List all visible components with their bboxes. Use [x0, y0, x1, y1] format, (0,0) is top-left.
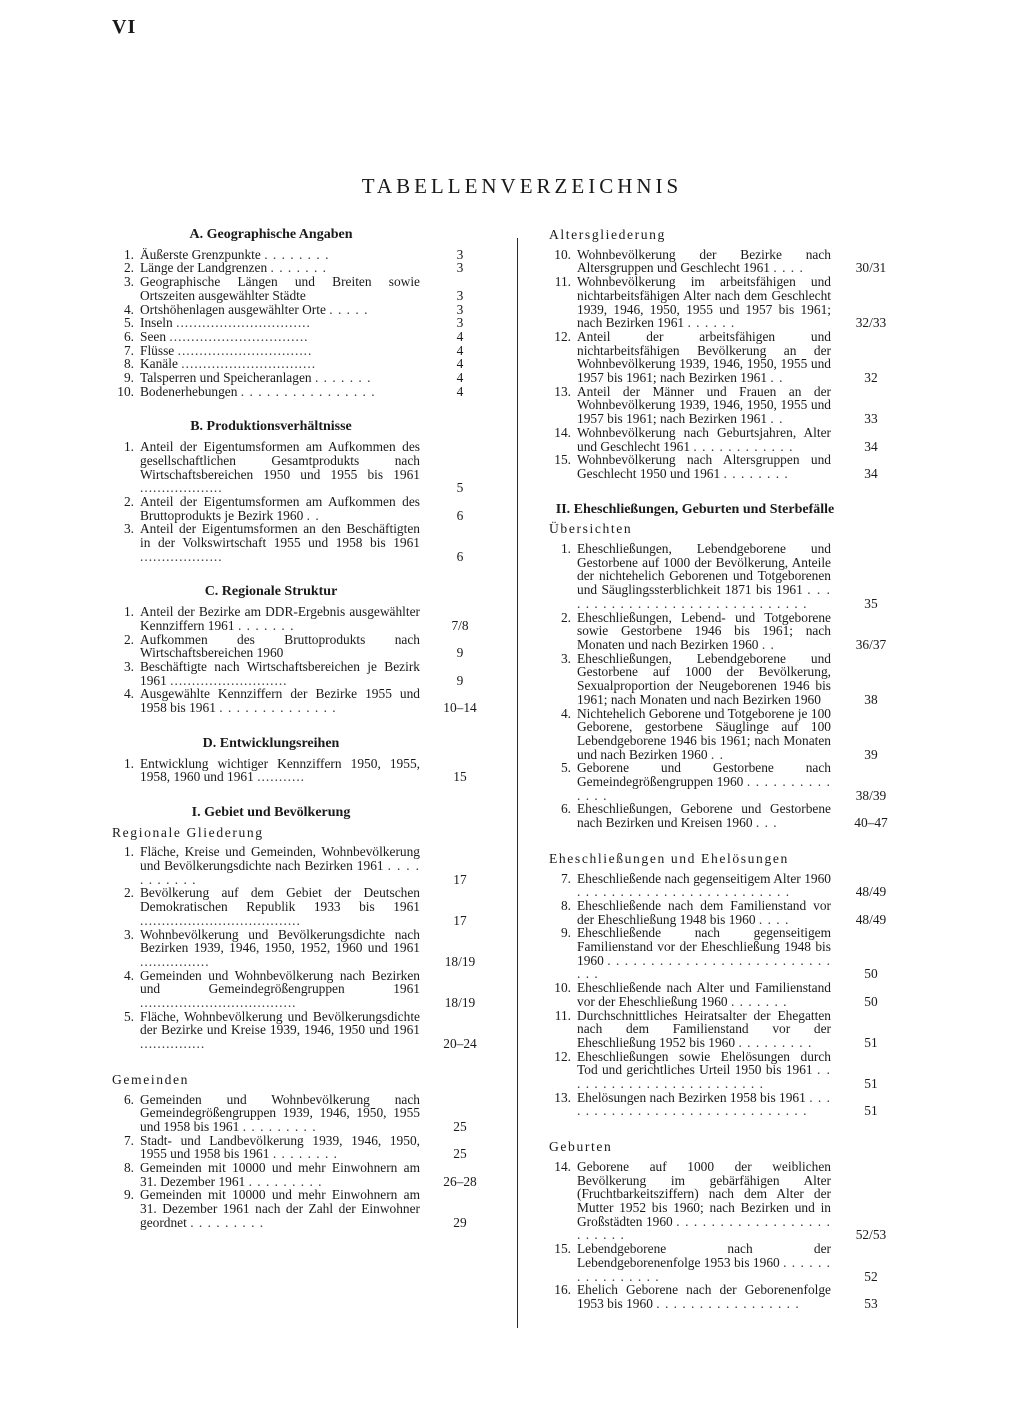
entry-title: Ehelich Geborene nach der Geborenenfolge 1953 bis 1960 — [577, 1282, 831, 1311]
entry-title: Länge der Landgrenzen — [140, 260, 268, 276]
toc-entry — [112, 660, 490, 687]
leader-dots: . . . . . . . . . . . . . . . . — [240, 383, 376, 399]
entry-title: Ausgewählte Kennziffern der Bezirke 1955 und 1958 bis 1961 — [140, 686, 420, 716]
toc-entry — [549, 1091, 901, 1118]
toc-entry — [112, 633, 490, 660]
toc-entry — [112, 1188, 490, 1229]
entry-number: 1. — [123, 604, 134, 620]
entry-number: 3. — [123, 658, 134, 674]
entry-title: Anteil der Eigentumsformen am Aufkommen des gesellschaftlichen Gesamtprodukts nach Wirtschaftsbereichen 1950 und 1955 bis 1961 — [140, 439, 420, 482]
leader-dots: . . . . . . . . . . . . . . — [219, 700, 337, 716]
entry-number: 1. — [123, 844, 134, 860]
leader-dots: . . . . — [773, 260, 804, 276]
entry-title: Geographische Längen und Breiten sowie Ortszeiten ausgewählter Städte — [140, 274, 420, 303]
entry-title: Bevölkerung auf dem Gebiet der Deutschen Demokratischen Republik 1933 bis 1961 — [140, 885, 420, 915]
leader-dots: ............................... — [177, 342, 313, 358]
page-reference: 4 — [456, 342, 464, 358]
subsection-heading: Gemeinden — [112, 1071, 190, 1087]
page-reference: 3 — [456, 315, 464, 331]
toc-entry — [112, 344, 490, 358]
toc-entry — [112, 886, 490, 927]
toc-entry — [112, 687, 490, 714]
toc-entry — [549, 707, 901, 762]
entry-number: 4. — [560, 705, 571, 721]
page-reference: 3 — [456, 246, 464, 262]
toc-section — [549, 228, 901, 481]
page-reference: 50 — [864, 966, 878, 982]
section-heading: D. Entwicklungsreihen — [202, 735, 340, 751]
page-reference: 50 — [864, 993, 878, 1009]
toc-section — [112, 806, 490, 1230]
page-reference: 48/49 — [855, 911, 887, 927]
toc-entry — [112, 261, 490, 275]
leader-dots: . . . . . — [329, 301, 369, 317]
page-reference: 52/53 — [855, 1227, 887, 1243]
leader-dots: ................................ — [169, 328, 309, 344]
toc-entry — [549, 1242, 901, 1283]
entry-title: Bodenerhebungen — [140, 383, 238, 399]
leader-dots: . . . — [755, 815, 778, 831]
page-reference: 51 — [864, 1034, 878, 1050]
entry-title: Anteil der arbeitsfähigen und nichtarbeitsfähigen Bevölkerung an der Wohnbevölkerung 1939, 1946, 1950, 1955 und 1957 bis 1961; nach Bezirken 1961 — [577, 328, 831, 386]
toc-entry — [549, 926, 901, 981]
page-reference: 10–14 — [443, 700, 477, 716]
leader-dots: . . . . . . . . . . . . . . . . . . . . . . . . — [577, 1213, 831, 1243]
entry-number: 7. — [123, 1132, 134, 1148]
page-reference: 18/19 — [444, 995, 476, 1011]
entry-title: Ortshöhenlagen ausgewählter Orte — [140, 301, 326, 317]
toc-entry — [549, 1050, 901, 1091]
page-reference: 17 — [453, 871, 467, 887]
leader-dots: ............................... — [181, 356, 317, 372]
toc-section — [112, 737, 490, 784]
entry-number: 2. — [123, 493, 134, 509]
toc-entry — [549, 453, 901, 480]
section-heading: A. Geographische Angaben — [189, 227, 353, 242]
entry-number: 10. — [554, 980, 571, 996]
entry-title: Anteil der Bezirke am DDR-Ergebnis ausgewählter Kennziffern 1961 — [140, 604, 420, 633]
entry-title: Eheschließungen, Lebendgeborene und Gestorbene auf 1000 der Bevölkerung, Sexualproportion der Neugeborenen 1946 bis 1961; nach Monaten und nach Bezirken 1960 — [577, 650, 831, 707]
entry-title: Eheschließende nach gegenseitigem Alter 1960 — [577, 870, 831, 886]
entry-number: 8. — [123, 1160, 134, 1176]
page-reference: 32 — [864, 370, 878, 386]
entry-number: 2. — [123, 885, 134, 901]
toc-entry — [549, 1283, 901, 1310]
leader-dots: . . — [761, 636, 775, 652]
toc-entry — [112, 440, 490, 495]
page-reference: 32/33 — [855, 315, 887, 331]
page-reference: 52 — [864, 1268, 878, 1284]
toc-entry — [112, 303, 490, 317]
entry-number: 1. — [123, 755, 134, 771]
section-heading: II. Eheschließungen, Geburten und Sterbefälle — [555, 501, 835, 517]
leader-dots: . . . . . . . . . . . . — [693, 438, 794, 454]
right-column — [549, 228, 901, 1333]
entry-number: 2. — [123, 631, 134, 647]
toc-entry — [549, 385, 901, 426]
toc-entry — [549, 275, 901, 330]
page-reference: 53 — [864, 1295, 878, 1311]
leader-dots: . . — [306, 507, 320, 523]
page-reference: 51 — [864, 1103, 878, 1119]
leader-dots: . . . . . . . . . . . . . . . . . . . . . . . . — [577, 1062, 831, 1092]
leader-dots: ............................... — [176, 315, 311, 331]
toc-entry — [549, 542, 901, 611]
leader-dots: .................................... — [140, 995, 297, 1011]
leader-dots: . . — [770, 370, 784, 386]
page-reference: 3 — [456, 301, 464, 317]
toc-entry — [112, 248, 490, 262]
toc-entry — [112, 1134, 490, 1161]
entry-title: Nichtehelich Geborene und Totgeborene je 100 Geborene, gestorbene Säuglinge auf 100 Lebendgeborene 1946 bis 1961; nach Monaten und nach Bezirken 1960 — [577, 705, 831, 762]
leader-dots: . . . . . . — [687, 315, 736, 331]
toc-entry — [549, 426, 901, 453]
leader-dots: . . . . . . . . — [264, 246, 330, 262]
entry-number: 1. — [560, 541, 571, 557]
page-reference: 9 — [456, 672, 464, 688]
page-reference: 7/8 — [451, 617, 469, 633]
toc-subsection — [549, 522, 901, 829]
toc-section — [112, 585, 490, 714]
entry-number: 7. — [123, 342, 134, 358]
page-reference: 39 — [864, 746, 878, 762]
toc-entry — [112, 757, 490, 784]
entry-number: 1. — [123, 439, 134, 455]
page-reference: 18/19 — [444, 953, 476, 969]
leader-dots: . . . . . . . — [237, 617, 295, 633]
entry-number: 6. — [123, 328, 134, 344]
entry-number: 6. — [560, 801, 571, 817]
page-reference: 26–28 — [443, 1173, 477, 1189]
entry-title: Aufkommen des Bruttoprodukts nach Wirtschaftsbereichen 1960 — [140, 631, 420, 661]
leader-dots: . . . . . . . . . — [190, 1214, 265, 1230]
entry-title: Eheschließungen, Lebendgeborene und Gestorbene auf 1000 der Bevölkerung, Anteile der nichtehelich Geborenen und Totgeborenen und Säuglingssterblichkeit 1871 bis 1961 — [577, 541, 831, 598]
page-reference: 38/39 — [855, 787, 887, 803]
toc-entry — [112, 1010, 490, 1051]
entry-title: Stadt- und Landbevölkerung 1939, 1946, 1950, 1955 und 1958 bis 1961 — [140, 1132, 420, 1162]
left-column — [112, 228, 490, 1252]
page-reference: 4 — [456, 356, 464, 372]
leader-dots: ............... — [140, 1036, 206, 1052]
entry-number: 12. — [554, 1048, 571, 1064]
page-reference: 34 — [864, 438, 878, 454]
subsection-heading: Eheschließungen und Ehelösungen — [549, 850, 789, 866]
toc-entry — [549, 1160, 901, 1242]
entry-number: 3. — [560, 650, 571, 666]
page-reference: 33 — [864, 411, 878, 427]
toc-entry — [112, 522, 490, 563]
subsection-heading: Altersgliederung — [549, 227, 666, 242]
section-heading: C. Regionale Struktur — [204, 584, 338, 600]
page-reference: 25 — [453, 1146, 467, 1162]
leader-dots: ................ — [140, 953, 210, 969]
toc-entry — [112, 928, 490, 969]
page-reference: 9 — [456, 645, 464, 661]
entry-title: Seen — [140, 328, 167, 344]
toc-entry — [112, 1093, 490, 1134]
entry-title: Anteil der Eigentumsformen an den Beschäftigten in der Volkswirtschaft 1955 und 1958 bis 1961 — [140, 521, 420, 551]
entry-number: 10. — [554, 246, 571, 262]
entry-title: Geborene auf 1000 der weiblichen Bevölkerung im gebärfähigen Alter (Fruchtbarkeitsziffern) nach dem Alter der Mutter 1952 bis 1960; nach Bezirken und in Großstädten 1960 — [577, 1158, 831, 1229]
entry-title: Wohnbevölkerung der Bezirke nach Altersgruppen und Geschlecht 1961 — [577, 246, 831, 276]
page-reference: 51 — [864, 1076, 878, 1092]
entry-number: 6. — [123, 1091, 134, 1107]
leader-dots: . . . . . . . . — [272, 1146, 339, 1162]
entry-title: Wohnbevölkerung nach Altersgruppen und Geschlecht 1950 und 1961 — [577, 452, 831, 481]
leader-dots: . . . . . . . — [730, 993, 788, 1009]
page-reference: 4 — [456, 328, 464, 344]
entry-title: Gemeinden mit 10000 und mehr Einwohnern am 31. Dezember 1961 nach der Zahl der Einwohner geordnet — [140, 1187, 420, 1230]
entry-title: Wohnbevölkerung im arbeitsfähigen und nichtarbeitsfähigen Alter nach dem Geschlecht 1939, 1946, 1950, 1955 und 1957 bis 1961; nach Bezirken 1961 — [577, 274, 831, 331]
entry-title: Anteil der Eigentumsformen am Aufkommen des Bruttoprodukts je Bezirk 1960 — [140, 493, 420, 523]
page-reference: 20–24 — [443, 1036, 477, 1052]
toc-entry — [112, 1161, 490, 1188]
toc-entry — [112, 495, 490, 522]
entry-number: 3. — [123, 274, 134, 290]
toc-entry — [549, 872, 901, 899]
entry-number: 2. — [123, 260, 134, 276]
entry-number: 1. — [123, 246, 134, 262]
toc-entry — [112, 275, 490, 302]
entry-number: 3. — [123, 521, 134, 537]
toc-subsection — [549, 228, 901, 481]
toc-entry — [549, 981, 901, 1008]
entry-title: Fläche, Wohnbevölkerung und Bevölkerungsdichte der Bezirke und Kreise 1939, 1946, 1950 und 1961 — [140, 1008, 420, 1038]
entry-title: Flüsse — [140, 342, 175, 358]
entry-number: 9. — [560, 925, 571, 941]
page-reference: 34 — [864, 465, 878, 481]
leader-dots: . . . . . . . . . . . . . . — [577, 774, 831, 803]
leader-dots: ........................... — [170, 672, 288, 688]
entry-title: Fläche, Kreise und Gemeinden, Wohnbevölkerung und Bevölkerungsdichte nach Bezirken 1961 — [140, 844, 420, 874]
toc-subsection — [112, 1073, 490, 1230]
entry-title: Wohnbevölkerung nach Geburtsjahren, Alter und Geschlecht 1961 — [577, 424, 831, 454]
entry-title: Gemeinden und Wohnbevölkerung nach Gemeindegrößengruppen 1939, 1946, 1950, 1955 und 1958 bis 1961 — [140, 1091, 420, 1134]
entry-title: Ehelösungen nach Bezirken 1958 bis 1961 — [577, 1089, 806, 1105]
toc-entry — [112, 845, 490, 886]
leader-dots: . . — [710, 746, 724, 762]
toc-section — [112, 228, 490, 398]
toc-section — [112, 420, 490, 563]
leader-dots: . . . . . . . . . . . . . . . . . . . . . . . . . — [577, 884, 791, 900]
leader-dots: ................... — [140, 548, 223, 564]
section-heading: I. Gebiet und Bevölkerung — [191, 804, 351, 820]
page-reference: 38 — [864, 691, 878, 707]
page-reference: 5 — [456, 480, 464, 496]
entry-title: Eheschließende nach gegenseitigem Familienstand vor der Eheschließung 1948 bis 1960 — [577, 925, 831, 968]
entry-title: Wohnbevölkerung und Bevölkerungsdichte nach Bezirken 1939, 1946, 1950, 1952, 1960 und 1961 — [140, 926, 420, 956]
page-reference: 35 — [864, 595, 878, 611]
subsection-heading: Regionale Gliederung — [112, 824, 264, 840]
leader-dots: . . . . . . . . . — [738, 1034, 813, 1050]
entry-title: Äußerste Grenzpunkte — [140, 246, 261, 262]
entry-title: Entwicklung wichtiger Kennziffern 1950, 1955, 1958, 1960 und 1961 — [140, 755, 420, 785]
entry-number: 3. — [123, 926, 134, 942]
leader-dots: ................... — [140, 480, 223, 496]
entry-number: 15. — [554, 452, 571, 468]
page-reference: 4 — [456, 383, 464, 399]
entry-number: 10. — [117, 383, 134, 399]
toc-entry — [112, 969, 490, 1010]
toc-section — [549, 503, 901, 1311]
entry-title: Eheschließungen, Geborene und Gestorbene nach Bezirken und Kreisen 1960 — [577, 801, 831, 831]
entry-number: 13. — [554, 1089, 571, 1105]
leader-dots: . . . . . . . . . . . — [140, 858, 421, 887]
page-reference: 48/49 — [855, 884, 887, 900]
entry-title: Eheschließende nach dem Familienstand vor der Eheschließung 1948 bis 1960 — [577, 897, 831, 927]
entry-number: 9. — [123, 370, 134, 386]
toc-entry — [112, 385, 490, 399]
toc-entry — [112, 357, 490, 371]
leader-dots: ........... — [257, 769, 306, 785]
entry-title: Kanäle — [140, 356, 178, 372]
toc-entry — [549, 611, 901, 652]
entry-title: Eheschließende nach Alter und Familienstand vor der Eheschließung 1960 — [577, 980, 831, 1009]
entry-number: 5. — [123, 1008, 134, 1024]
leader-dots: . . . . . . . . . . . . . . . . . . . . . . . . . . . . . — [577, 952, 831, 982]
page-reference: 15 — [453, 769, 467, 785]
entry-number: 15. — [554, 1241, 571, 1257]
section-heading: B. Produktionsverhältnisse — [190, 419, 352, 435]
page-reference: 40–47 — [854, 815, 888, 831]
leader-dots: . . — [770, 411, 784, 427]
entry-title: Lebendgeborene nach der Lebendgeborenenfolge 1953 bis 1960 — [577, 1241, 831, 1270]
document-title: TABELLENVERZEICHNIS — [361, 174, 683, 198]
page-reference: 36/37 — [855, 636, 887, 652]
entry-number: 4. — [123, 301, 134, 317]
page-reference: 30/31 — [855, 260, 887, 276]
toc-entry — [112, 330, 490, 344]
entry-number: 4. — [123, 967, 134, 983]
leader-dots: . . . . . . . . . . . . . . . . — [577, 1254, 831, 1284]
entry-number: 16. — [554, 1282, 571, 1298]
toc-entry — [549, 1009, 901, 1050]
entry-number: 5. — [123, 315, 134, 331]
page-reference: 3 — [456, 260, 464, 276]
entry-number: 13. — [554, 383, 571, 399]
leader-dots: . . . . . . . . — [723, 465, 789, 481]
leader-dots: . . . . . . . . . — [248, 1173, 323, 1189]
entry-title: Inseln — [140, 315, 173, 331]
toc-subsection — [549, 852, 901, 1118]
page-reference: 25 — [453, 1118, 467, 1134]
page-reference: 6 — [456, 507, 464, 523]
leader-dots: . . . . . . . — [270, 260, 328, 276]
toc-entry — [549, 761, 901, 802]
leader-dots: . . . . — [758, 911, 790, 927]
toc-entry — [112, 316, 490, 330]
entry-title: Beschäftigte nach Wirtschaftsbereichen je Bezirk 1961 — [140, 658, 420, 688]
entry-number: 12. — [554, 328, 571, 344]
entry-number: 7. — [560, 870, 571, 886]
entry-number: 8. — [560, 897, 571, 913]
leader-dots: . . . . . . . . . . . . . . . . . . . . . . . . . . . . . . — [577, 1089, 831, 1119]
column-divider — [517, 238, 518, 1328]
entry-number: 14. — [554, 424, 571, 440]
page-reference: 3 — [456, 287, 464, 303]
entry-number: 9. — [123, 1187, 134, 1203]
leader-dots: . . . . . . . . . . . . . . . . . . . . . . . . . . . . . . — [577, 582, 831, 611]
entry-number: 8. — [123, 356, 134, 372]
leader-dots: . . . . . . . . . — [242, 1118, 317, 1134]
entry-title: Gemeinden und Wohnbevölkerung nach Bezirken und Gemeindegrößengruppen 1961 — [140, 967, 420, 997]
leader-dots: . . . . . . . . . . . . . . . . . — [656, 1295, 800, 1311]
page-number: VI — [112, 16, 137, 38]
entry-title: Eheschließungen sowie Ehelösungen durch Tod und gerichtliches Urteil 1950 bis 1961 — [577, 1048, 831, 1078]
leader-dots: ..................................... — [140, 912, 301, 928]
entry-title: Gemeinden mit 10000 und mehr Einwohnern am 31. Dezember 1961 — [140, 1160, 420, 1189]
toc-entry — [549, 248, 901, 275]
toc-subsection — [112, 826, 490, 1051]
page-reference: 29 — [453, 1214, 467, 1230]
subsection-heading: Geburten — [549, 1139, 613, 1155]
toc-entry — [549, 330, 901, 385]
page-reference: 6 — [456, 548, 464, 564]
entry-number: 14. — [554, 1158, 571, 1174]
leader-dots: . . . . . . . — [314, 370, 372, 386]
toc-entry — [112, 371, 490, 385]
entry-title: Anteil der Männer und Frauen an der Wohnbevölkerung 1939, 1946, 1950, 1955 und 1957 bis 1961; nach Bezirken 1961 — [577, 383, 831, 427]
toc-entry — [112, 605, 490, 632]
entry-number: 11. — [554, 274, 571, 290]
subsection-heading: Übersichten — [549, 521, 633, 537]
entry-number: 4. — [123, 686, 134, 702]
entry-title: Geborene und Gestorbene nach Gemeindegrößengruppen 1960 — [577, 760, 831, 790]
entry-number: 11. — [554, 1007, 571, 1023]
page-reference: 17 — [453, 912, 467, 928]
toc-entry — [549, 802, 901, 829]
entry-title: Eheschließungen, Lebend- und Totgeborene sowie Gestorbene 1946 bis 1961; nach Monaten und nach Bezirken 1960 — [577, 609, 831, 652]
entry-number: 5. — [560, 760, 571, 776]
toc-entry — [549, 652, 901, 707]
entry-title: Talsperren und Speicheranlagen — [140, 370, 312, 386]
toc-subsection — [549, 1140, 901, 1310]
toc-entry — [549, 899, 901, 926]
entry-title: Durchschnittliches Heiratsalter der Ehegatten nach dem Familienstand vor der Eheschließung 1952 bis 1960 — [577, 1007, 831, 1050]
entry-number: 2. — [560, 609, 571, 625]
page-reference: 4 — [456, 370, 464, 386]
